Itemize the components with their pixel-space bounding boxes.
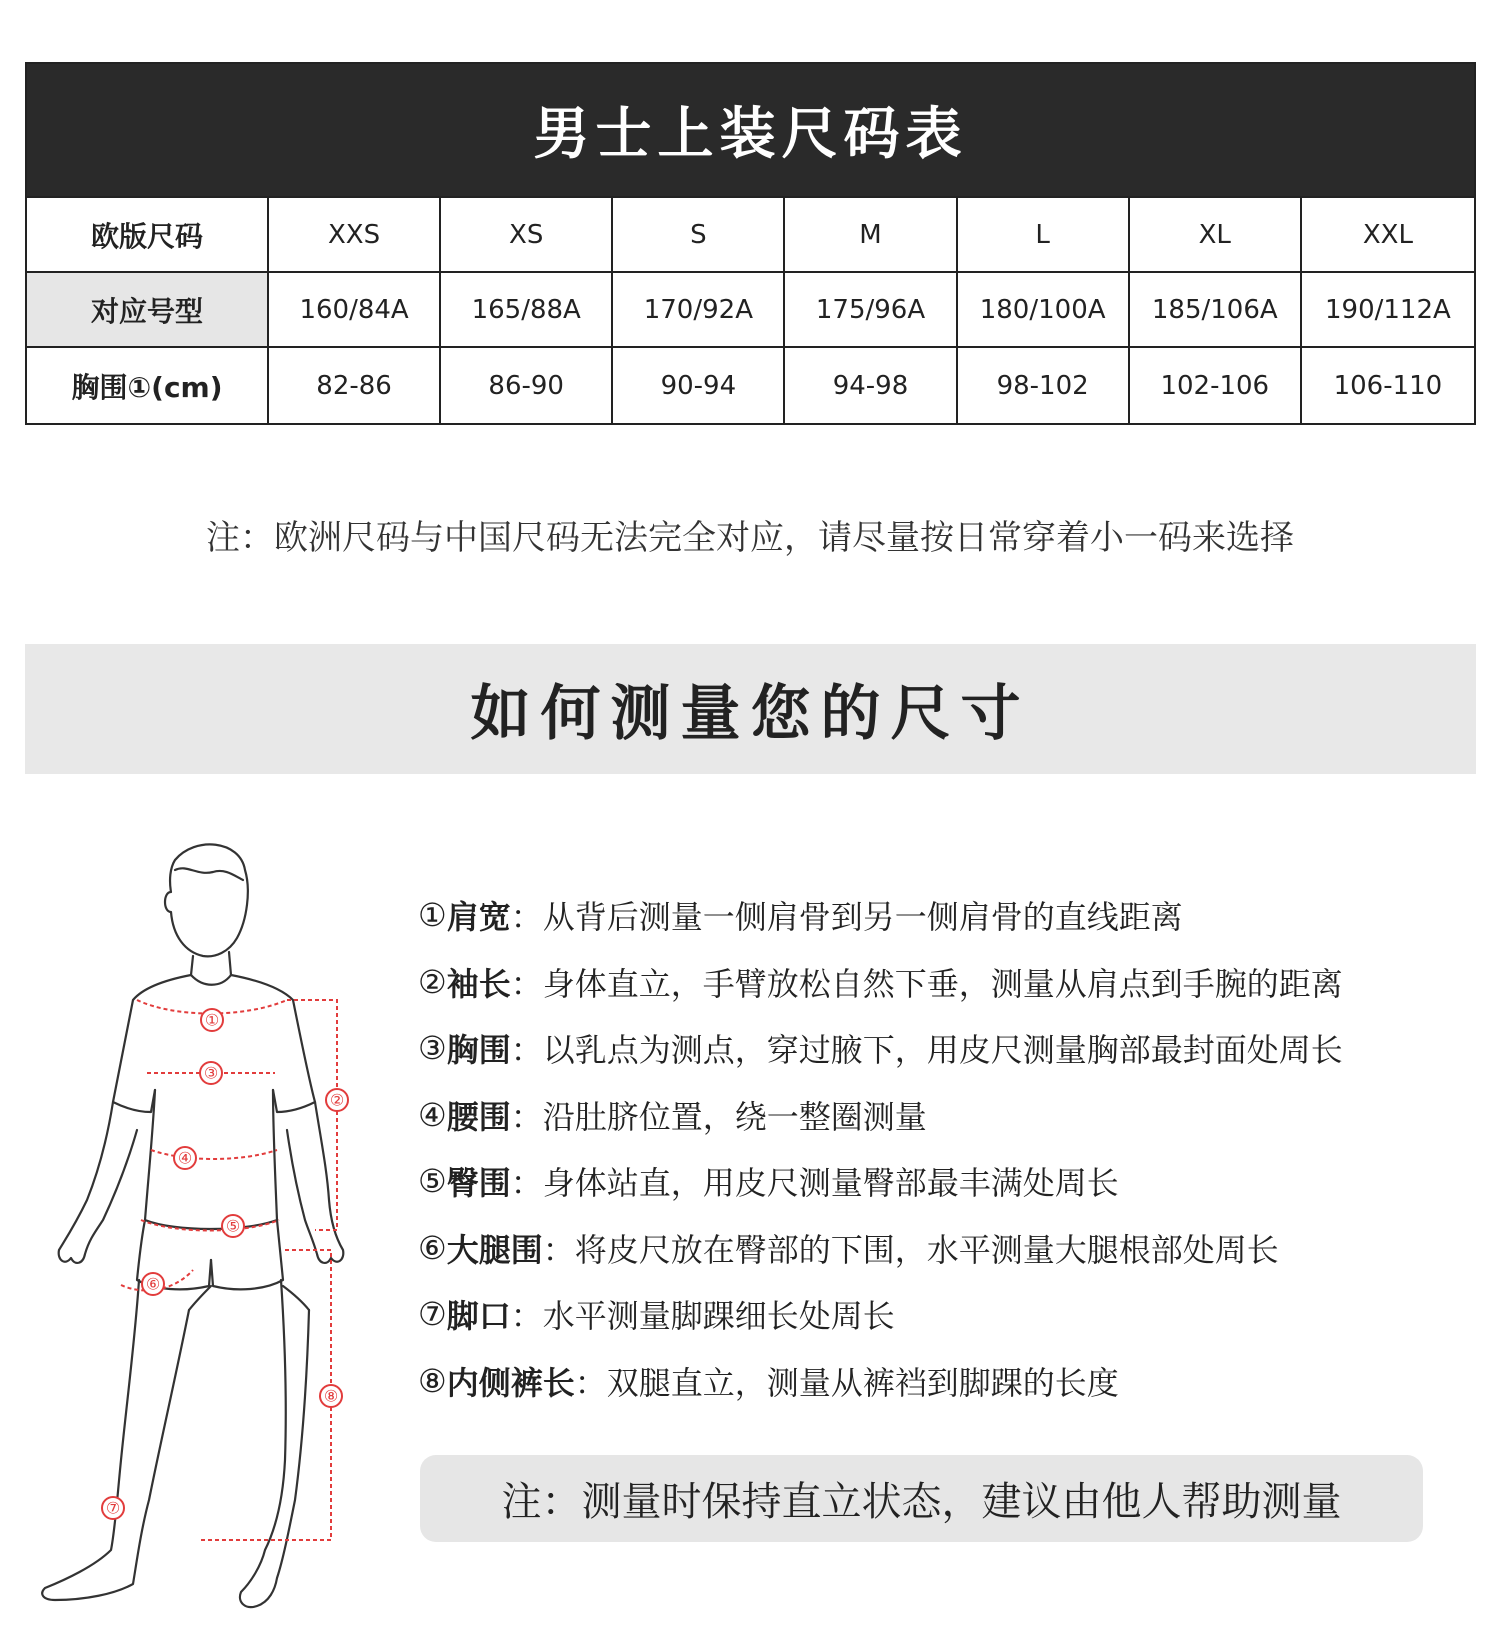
step-name: 胸围 (446, 1031, 511, 1070)
table-cell: L (958, 198, 1130, 273)
step-desc: ：从背后测量一侧肩骨到另一侧肩骨的直线距离 (510, 898, 1183, 937)
body-measurement-figure (25, 840, 385, 1620)
table-cell: 170/92A (613, 273, 785, 348)
step-desc: ：以乳点为测点，穿过腋下，用皮尺测量胸部最封面处周长 (510, 1031, 1343, 1070)
marker-label: ④ (177, 1148, 193, 1168)
marker-label: ① (204, 1010, 220, 1030)
step-name: 臀围 (446, 1164, 511, 1203)
size-note: 注：欧洲尺码与中国尺码无法完全对应，请尽量按日常穿着小一码来选择 (206, 518, 1294, 558)
step-number: ⑥ (418, 1228, 447, 1267)
step-desc: ：身体直立，手臂放松自然下垂，测量从肩点到手腕的距离 (510, 964, 1343, 1003)
table-cell: M (785, 198, 957, 273)
measure-lines (121, 1000, 337, 1540)
marker-label: ② (329, 1090, 345, 1110)
step-item (418, 1148, 1478, 1215)
table-cell: 185/106A (1130, 273, 1302, 348)
marker-label: ③ (203, 1063, 219, 1083)
step-name: 肩宽 (446, 898, 511, 937)
step-item (418, 1348, 1478, 1415)
row-header-chest: 胸围①(cm) (27, 348, 269, 423)
marker-label: ⑤ (225, 1216, 241, 1236)
step-name: 内侧裤长 (446, 1363, 575, 1402)
step-item (418, 1082, 1478, 1149)
size-table (25, 62, 1476, 425)
step-name: 脚口 (446, 1297, 511, 1336)
step-desc: ：身体站直，用皮尺测量臀部最丰满处周长 (510, 1164, 1119, 1203)
measurement-steps (418, 882, 1478, 1414)
step-number: ③ (418, 1029, 447, 1068)
marker-label: ⑦ (105, 1498, 121, 1518)
step-item (418, 1281, 1478, 1348)
table-cell: 190/112A (1302, 273, 1474, 348)
marker-label: ⑥ (145, 1274, 161, 1294)
step-number: ② (418, 962, 447, 1001)
step-item (418, 949, 1478, 1016)
body-outline (42, 844, 343, 1607)
step-desc: ：双腿直立，测量从裤裆到脚踝的长度 (574, 1363, 1119, 1402)
step-name: 腰围 (446, 1097, 511, 1136)
table-cell: 90-94 (613, 348, 785, 423)
step-item (418, 1215, 1478, 1282)
table-cell: 165/88A (441, 273, 613, 348)
size-grid (27, 198, 1474, 423)
table-cell: 98-102 (958, 348, 1130, 423)
step-item (418, 882, 1478, 949)
step-number: ⑧ (418, 1361, 447, 1400)
table-cell: 94-98 (785, 348, 957, 423)
howto-title: 如何测量您的尺寸 (25, 644, 1476, 774)
table-cell: XS (441, 198, 613, 273)
table-cell: 160/84A (269, 273, 441, 348)
table-cell: XXS (269, 198, 441, 273)
row-header-eu-size: 欧版尺码 (27, 198, 269, 273)
marker-labels (106, 1011, 344, 1518)
step-name: 袖长 (446, 964, 511, 1003)
row-header-cn-size: 对应号型 (27, 273, 269, 348)
measure-note: 注：测量时保持直立状态，建议由他人帮助测量 (420, 1455, 1423, 1542)
step-desc: ：将皮尺放在臀部的下围，水平测量大腿根部处周长 (542, 1230, 1279, 1269)
step-item (418, 1015, 1478, 1082)
step-number: ① (418, 896, 447, 935)
table-cell: XL (1130, 198, 1302, 273)
table-cell: 180/100A (958, 273, 1130, 348)
step-number: ⑤ (418, 1162, 447, 1201)
table-cell: 102-106 (1130, 348, 1302, 423)
step-desc: ：沿肚脐位置，绕一整圈测量 (510, 1097, 927, 1136)
table-title: 男士上装尺码表 (27, 64, 1474, 198)
step-desc: ：水平测量脚踝细长处周长 (510, 1297, 895, 1336)
table-cell: S (613, 198, 785, 273)
table-cell: 106-110 (1333, 370, 1443, 401)
table-cell: 82-86 (269, 348, 441, 423)
step-number: ⑦ (418, 1295, 447, 1334)
table-cell: XXL (1302, 198, 1474, 273)
table-cell: 175/96A (785, 273, 957, 348)
step-number: ④ (418, 1095, 447, 1134)
table-cell: 86-90 (441, 348, 613, 423)
marker-label: ⑧ (323, 1386, 339, 1406)
step-name: 大腿围 (446, 1230, 543, 1269)
